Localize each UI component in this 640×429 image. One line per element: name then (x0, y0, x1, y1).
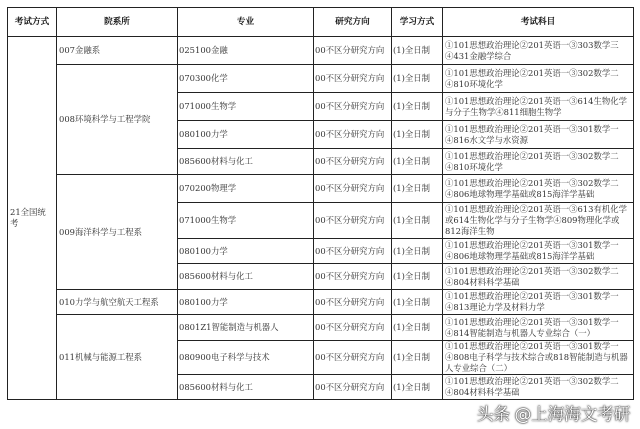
major-cell: 080100力学 (178, 121, 314, 149)
direction-cell: 00不区分研究方向 (314, 341, 392, 375)
department-cell: 007金融系 (57, 37, 178, 65)
direction-cell: 00不区分研究方向 (314, 264, 392, 290)
study-mode-cell: (1)全日制 (392, 375, 443, 400)
subjects-cell: ①101思想政治理论②201英语一③302数学二④804材料科学基础 (443, 375, 634, 400)
study-mode-cell: (1)全日制 (392, 264, 443, 290)
header-exam-mode: 考试方式 (8, 8, 57, 37)
major-cell: 085600材料与化工 (178, 264, 314, 290)
major-cell: 080900电子科学与技术 (178, 341, 314, 375)
study-mode-cell: (1)全日制 (392, 175, 443, 203)
major-cell: 0801Z1智能制造与机器人 (178, 315, 314, 341)
study-mode-cell: (1)全日制 (392, 239, 443, 264)
table-row (8, 65, 634, 93)
subjects-cell: ①101思想政治理论②201英语一③301数学一④808电子科学与技术综合或818智能制造与机器人专业综合（二） (443, 341, 634, 375)
header-major: 专业 (178, 8, 314, 37)
study-mode-cell: (1)全日制 (392, 93, 443, 121)
direction-cell: 00不区分研究方向 (314, 375, 392, 400)
direction-cell: 00不区分研究方向 (314, 239, 392, 264)
major-cell: 085600材料与化工 (178, 149, 314, 175)
study-mode-cell: (1)全日制 (392, 290, 443, 315)
header-direction: 研究方向 (314, 8, 392, 37)
direction-cell: 00不区分研究方向 (314, 175, 392, 203)
table-row (8, 290, 634, 315)
subjects-cell: ①101思想政治理论②201英语一③614生物化学与分子生物学④811细胞生物学 (443, 93, 634, 121)
department-cell: 011机械与能源工程系 (57, 315, 178, 400)
header-study-mode: 学习方式 (392, 8, 443, 37)
major-cell: 070200物理学 (178, 175, 314, 203)
direction-cell: 00不区分研究方向 (314, 203, 392, 239)
study-mode-cell: (1)全日制 (392, 65, 443, 93)
study-mode-cell: (1)全日制 (392, 203, 443, 239)
subjects-cell: ①101思想政治理论②201英语一③301数学一④814智能制造与机器人专业综合（一） (443, 315, 634, 341)
major-cell: 070300化学 (178, 65, 314, 93)
department-cell: 010力学与航空航天工程系 (57, 290, 178, 315)
subjects-cell: ①101思想政治理论②201英语一③302数学二④810环境化学 (443, 65, 634, 93)
major-cell: 080100力学 (178, 239, 314, 264)
header-department: 院系所 (57, 8, 178, 37)
direction-cell: 00不区分研究方向 (314, 149, 392, 175)
major-cell: 085600材料与化工 (178, 375, 314, 400)
subjects-cell: ①101思想政治理论②201英语一③301数学一④806地球物理学基础或815海洋学基础 (443, 239, 634, 264)
subjects-cell: ①101思想政治理论②201英语一③613有机化学或614生物化学与分子生物学④809物理化学或812海洋生物 (443, 203, 634, 239)
subjects-cell: ①101思想政治理论②201英语一③303数学三④431金融学综合 (443, 37, 634, 65)
study-mode-cell: (1)全日制 (392, 37, 443, 65)
major-cell: 080100力学 (178, 290, 314, 315)
study-mode-cell: (1)全日制 (392, 315, 443, 341)
table-row (8, 37, 634, 65)
major-cell: 071000生物学 (178, 203, 314, 239)
study-mode-cell: (1)全日制 (392, 341, 443, 375)
watermark: 头条 @上海海文考研 (476, 405, 630, 425)
study-mode-cell: (1)全日制 (392, 149, 443, 175)
direction-cell: 00不区分研究方向 (314, 93, 392, 121)
header-row (8, 8, 634, 37)
header-subjects: 考试科目 (443, 8, 634, 37)
department-cell: 008环境科学与工程学院 (57, 65, 178, 175)
direction-cell: 00不区分研究方向 (314, 121, 392, 149)
major-cell: 071000生物学 (178, 93, 314, 121)
subjects-cell: ①101思想政治理论②201英语一③301数学一④813理论力学及材料力学 (443, 290, 634, 315)
exam-mode-cell: 21全国统考 (8, 37, 57, 400)
table-row (8, 175, 634, 203)
direction-cell: 00不区分研究方向 (314, 315, 392, 341)
subjects-cell: ①101思想政治理论②201英语一③301数学一④816水文学与水资源 (443, 121, 634, 149)
study-mode-cell: (1)全日制 (392, 121, 443, 149)
subjects-cell: ①101思想政治理论②201英语一③302数学二④806地球物理学基础或815海洋学基础 (443, 175, 634, 203)
direction-cell: 00不区分研究方向 (314, 65, 392, 93)
table-row (8, 315, 634, 341)
exam-subjects-table (7, 7, 634, 400)
major-cell: 025100金融 (178, 37, 314, 65)
direction-cell: 00不区分研究方向 (314, 290, 392, 315)
subjects-cell: ①101思想政治理论②201英语一③302数学二④810环境化学 (443, 149, 634, 175)
subjects-cell: ①101思想政治理论②201英语一③302数学二④804材料科学基础 (443, 264, 634, 290)
direction-cell: 00不区分研究方向 (314, 37, 392, 65)
department-cell: 009海洋科学与工程系 (57, 175, 178, 290)
